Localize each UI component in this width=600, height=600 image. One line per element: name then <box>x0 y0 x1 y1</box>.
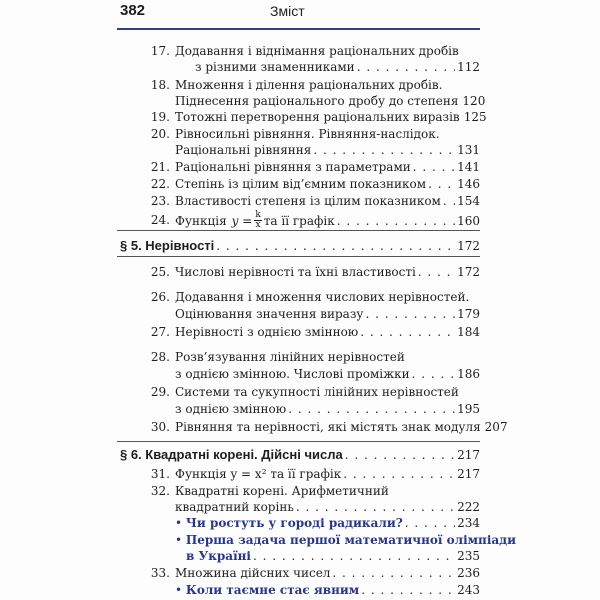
formula-var: y = <box>231 213 253 228</box>
bullet-icon: • <box>175 583 183 597</box>
section-rule <box>117 441 480 442</box>
page-title: Зміст <box>270 3 305 19</box>
bullet-icon: • <box>175 516 183 530</box>
fraction: $\frac{k}{x}$ <box>255 210 261 230</box>
section-rule <box>117 256 480 257</box>
bullet-icon: • <box>175 533 183 547</box>
page-number: 382 <box>120 2 146 19</box>
header-rule <box>117 28 480 30</box>
section-rule <box>117 230 480 231</box>
toc-page: 382 Зміст 17. Додавання і віднімання раціональних дробів з різними знаменниками . . . 112 18. Множення і ділення раціональних дробів. Піднесення раціонального дробу до степеня 120 19. Тотожні перетворення раціональних виразів 125 20. Рівносильні рівняння. Рівняння-наслідок. Раціональні рівняння . . . 131 21. Раціональні рівняння з параметрами . . . 141 22. Степінь із цілим від’ємним показником . . . 146 23. Властивості степеня із цілим показником . . . 154 24. Функція y = $\frac{k}{x}$ та її графік . . . 160 § 5. Нерівності . . . 172 25. Числові нерівності та їхні властивості . . . 172 26. Додавання і множення числових нерівностей. Оцінювання значення виразу . . . 179 27. Нерівності з однією змінною . . . 184 28. Розв’язування лінійних нерівностей з однією змінною. Числові проміжки . . . 186 29. Системи та сукупності лінійних нерівностей з однією змінною . . . 195 30. Рівняння та нерівності, які містять знак модуля 207 § 6. Квадратні корені. Дійсні числа . . . 217 31. Функція y = x² та її графік . . . 217 32. Квадратні корені. Арифметичний квадратний корінь . . . 222 • Чи ростуть у городі радикали? . . . 234 • Перша задача першої математичної олімпіади в Україні . . . 235 33. Множина дійсних чисел . . . 236 • Коли таємне стає явним . . . 243 <box>0 0 600 600</box>
